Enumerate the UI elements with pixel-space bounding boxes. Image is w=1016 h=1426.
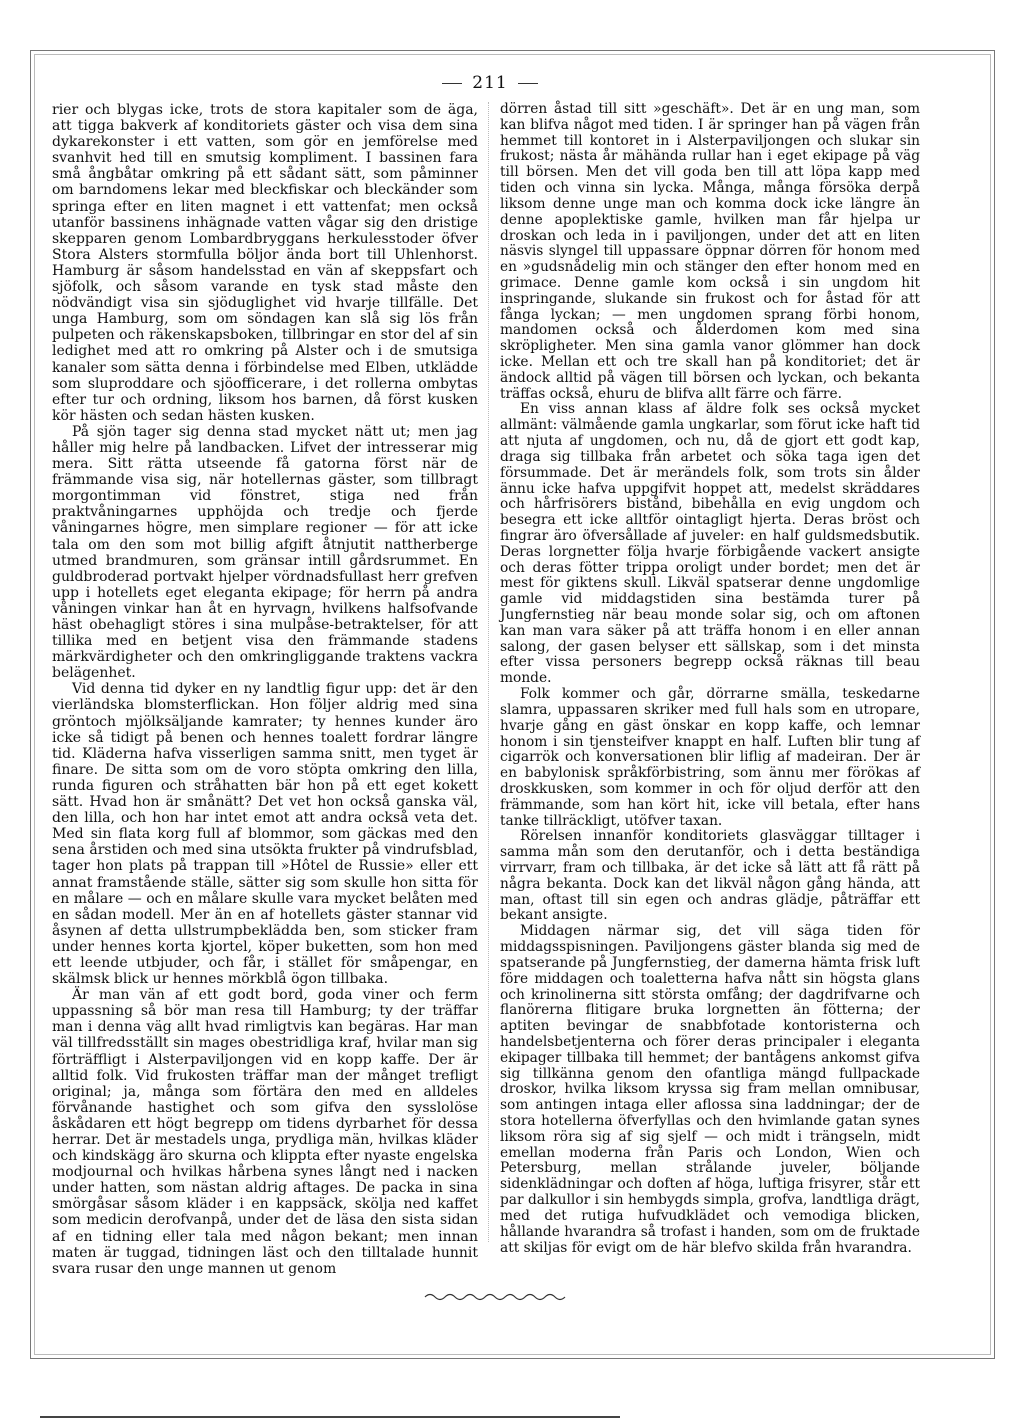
bottom-edge-rule — [40, 1416, 620, 1418]
right-paragraph-1: dörren åstad till sitt »geschäft». Det är en ung man, som kan blifva något med tiden. I är springer han på vägen från hemmet till kontoret in i Alsterpaviljongen och slukar sin frukost; nästa år mähända rullar han i eget ekipage på väg till börsen. Men det vill goda ben till att löpa kapp med tiden och vinna sin lycka. Många, många försöka derpå liksom denne unge man och komma dock icke längre än denne apoplektiske gamle, hvilken man får hjelpa ur droskan och leda in i paviljongen, under det att en liten näsvis slyngel till uppassare öppnar dörren för honom med en »gudsnådelig min och stänger den efter honom med en grimace. Denne gamle kom också i sin ungdom hit inspringande, slukande sin frukost och for åstad för att fånga lyckan; — men ungdomen sprang förbi honom, mandomen också och ålderdomen kom med sina skröpligheter. Men sina gamla vanor glömmer han dock icke. Mellan ett och tre skall han på konditoriet; det är ändock alltid på vägen till börsen och lyckan, och bekanta träffas också, ehuru de blifva allt färre och färre. — [500, 101, 920, 402]
left-column — [52, 102, 478, 1277]
left-paragraph-3: Vid denna tid dyker en ny landtlig figur upp: det är den vierländska blomsterflickan. Hon följer aldrig med sina gröntoch mjölksäljande kamrater; ty hennes kunder äro icke så tidigt på benen och hennes toalett fordrar längre tid. Kläderna hafva visserligen samma snitt, men tyget är finare. De sitta som om de voro stöpta omkring den lilla, runda figuren och stråhatten bär hon på ett eget kokett sätt. Hvad hon är smånätt? Det vet hon också ganska väl, den lilla, och hon har intet emot att andra också veta det. Med sin flata korg full af blommor, som gäckas med den sena årstiden och med sina utsökta frukter på vindrufsblad, tager hon plats på trappan till »Hôtel de Russie» eller ett annat framstående ställe, sätter sig som skulle hon sitta för en målare — och en målare skulle vara mycket belåten med en sådan modell. Mer än en af hotellets gäster stannar vid åsynen af detta ullstrumpbeklädda ben, som sticker fram under hennes korta kjortel, köper buketten, som hon med ett leende utbjuder, och får, i stället för småpengar, en skälmsk blick ur hennes mörkblå ögon tillbaka. — [52, 681, 478, 988]
header-dash-left — [442, 83, 462, 84]
left-paragraph-2: På sjön tager sig denna stad mycket nätt ut; men jag håller mig helre på landbacken. Lifvet der intresserar mig mera. Sitt rätta utseende få gatorna först när de främmande visa sig, när hotellernas gäster, som tillbragt morgontimman vid fönstret, stiga ned från praktvåningarnes upphöjda och tredje och fjerde våningarnes högre, men simplare regioner — för att icke tala om den som mot billig afgift åtnjutit nattherberge utmed brandmuren, som gränsar intill gårdsrummet. En guldbroderad portvakt hjelper vördnadsfullast herr grefven upp i hotellets eget eleganta ekipage; för herrn på andra våningen vinkar han åt en hyrvagn, hvilkens halfsofvande häst obehagligt störes i sina mulpåse-betraktelser, för att tillika med en betjent visa den främmande stadens märkvärdigheter och den omkringliggande traktens vackra belägenhet. — [52, 423, 478, 682]
header-dash-right — [518, 83, 538, 84]
left-paragraph-4: Är man vän af ett godt bord, goda viner och ferm uppassning så bör man resa till Hamburg; ty der träffar man i denna väg allt hvad rimligtvis kan begäras. Har man väl tillfredsställt sin mages obestridliga kraf, hvilar man sig förträffligt i Alsterpaviljongen vid en kopp kaffe. Der är alltid folk. Vid frukosten träffar man der månget trefligt original; ja, många som förtära den med en alldeles förvånande hastighet och som gifva den sysslolöse åskådaren ett högt begrepp om tidens dyrbarhet för dessa herrar. Det är mestadels unga, prydliga män, hvilkas kläder och kindskägg äro skurna och klippta efter nyaste engelska modjournal och hvilkas hårbena synes långt ned i nacken under hatten, som nästan aldrig aftages. De packa in sina smörgåsar såsom kläder i en kappsäck, skölja ned kaffet som medicin derofvanpå, under det de läsa den sista sidan af en tidning eller tala med någon bekant; men innan maten är tuggad, tidningen läst och den tilltalade hunnit svara rusar den unge mannen ut genom — [52, 987, 478, 1277]
right-paragraph-2: En viss annan klass af äldre folk ses också mycket allmänt: välmående gamla ungkarlar, som förut icke haft tid att njuta af ungdomen, och nu, då de gjort ett godt kap, draga sig tillbaka från arbetet och söka taga igen det försummade. Det är merändels folk, som trots sin ålder ännu icke hafva uppgifvit hoppet att, medelst skräddares och hårfrisörers bistånd, bibehålla en evig ungdom och besegra ett icke alltför ointagligt hjerta. Deras bröst och fingrar äro öfversållade af juveler: en half guldsmedsbutik. Deras lorgnetter följa hvarje förbigående vackert ansigte och deras fötter trippa oroligt under bordet; men det är mest för giktens skull. Likväl spatserar denne ungdomlige gamle vid middagstiden sina bestämda turer på Jungfernstieg när beau monde solar sig, och om aftonen kan man vara säker på att träffa honom i en eller annan salong, der gasen belyser ett sällskap, som i det minsta efter vissa personers begrepp också räknas till beau monde. — [500, 401, 920, 687]
page-number-header — [420, 73, 560, 93]
left-paragraph-1: rier och blygas icke, trots de stora kapitaler som de äga, att tigga bakverk af konditoriets gäster och visa dem sina dykarekonster i ett vatten, som gör en jemförelse med svanhvit hed till en smutsig kompliment. I bassinen fara små ångbåtar omkring på ett sådant sätt, som påminner om barndomens lekar med bleckfiskar och bleckänder som springa efter en liten magnet i ett vattenfat; men också utanför bassinens inhägnade vatten vågar sig den dristige skepparen genom Lombardbryggans herkulesstoder öfver Stora Alsters stormfulla böljor ända bort till Uhlenhorst. Hamburg är såsom handelsstad en vän af skeppsfart och sjöfolk, och såsom varande en tysk stad måste den nödvändigt visa sin sjöduglighet vid hvarje tillfälle. Det unga Hamburg, som om söndagen kan slå sig lös från pulpeten och räkenskapsboken, tillbringar en stor del af sin ledighet med att ro omkring på Alster och i de smutsiga kanaler som sätta denna i förbindelse med Elben, utklädde som sluproddare och sjöofficerare, i det rollerna ombytas efter tur och ordning, liksom hos barnen, då först kusken kör hästen och sedan hästen kusken. — [52, 102, 478, 424]
page-number: 211 — [472, 73, 508, 93]
end-ornament-icon — [420, 1290, 570, 1304]
right-paragraph-5: Middagen närmar sig, det vill säga tiden för middagsspisningen. Paviljongens gäster blanda sig med de spatserande på Jungfernstieg, der damerna hämta frisk luft före middagen och toaletterna hafva nått sin högsta glans och krinolinerna sitt största omfång; der dagdrifvarne och flanörerna flitigare bruka lorgnetten än fötterna; der aptiten bevingar de snabbfotade kontoristerna och handelsbetjenterna och förer deras principaler i eleganta ekipager tillbaka till hemmet; der bantågens ankomst gifva sig tillkänna genom den ofantliga mängd fullpackade droskor, hvilka liksom kryssa sig fram mellan omnibusar, som antingen intaga eller aflossa sina laddningar; der de stora hotellerna öfverfyllas och den hvimlande gatan synes liksom röra sig af sig sjelf — och midt i trängseln, midt emellan moderna från Paris och London, Wien och Petersburg, mellan strålande juveler, böljande sidenklädningar och doften af höga, luftiga frisyrer, står ett par dalkullor i sin hembygds simpla, grofva, landtliga drägt, med det rutiga hufvudklädet och vemodiga blicken, hållande hvarandra så trofast i handen, som om de fruktade att skiljas för evigt om de här blefvo skilda från hvarandra. — [500, 923, 920, 1256]
column-divider — [488, 102, 489, 1242]
right-column — [500, 102, 920, 1256]
right-paragraph-3: Folk kommer och går, dörrarne smälla, teskedarne slamra, uppassaren skriker med full hals som en utropare, hvarje gång en gäst önskar en kopp kaffe, och lemnar honom i sin tjensteifver knappt en half. Luften blir tung af cigarrök och konversationen blir liflig af madeiran. Der är en babylonisk språkförbistring, som ännu mer förökas af droskkusken, som kommer in och för oljud derför att den främmande, som han kört hit, icke vill betala, efter hans tanke tillräckligt, utöfver taxan. — [500, 686, 920, 829]
right-paragraph-4: Rörelsen innanför konditoriets glasväggar tilltager i samma mån som den derutanför, och i detta beständiga virrvarr, fram och tillbaka, är det icke så lätt att få rätt på några bekanta. Dock kan det likväl någon gång hända, att man, oftast till sin egen och andras glädje, påträffar ett bekant ansigte. — [500, 828, 920, 924]
